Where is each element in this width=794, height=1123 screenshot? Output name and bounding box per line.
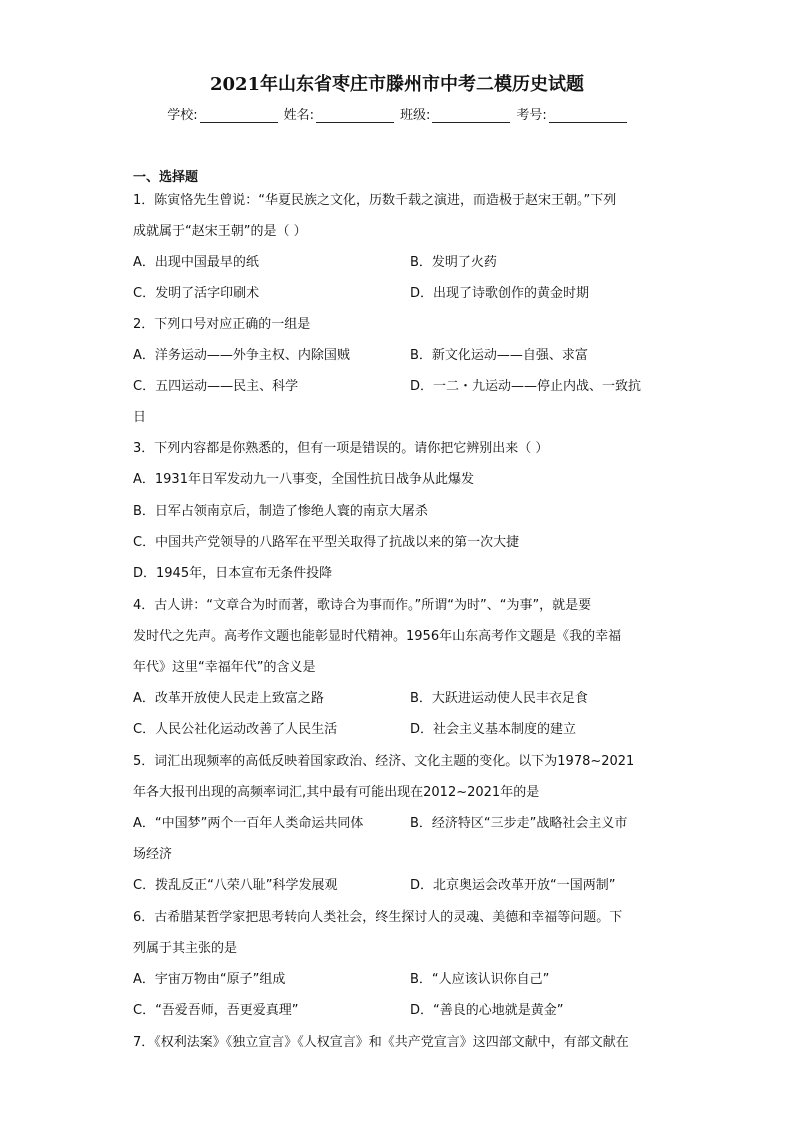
q6-stem-line1: 6．古希腊某哲学家把思考转向人类社会，终生探讨人的灵魂、美德和幸福等问题。下: [133, 910, 623, 925]
q1-option-a[interactable]: A．出现中国最早的纸: [133, 255, 259, 270]
q6-stem-line2: 列属于其主张的是: [133, 941, 238, 956]
q4-stem-line2: 发时代之先声。高考作文题也能彰显时代精神。1956年山东高考作文题是《我的幸福: [133, 629, 622, 644]
q2-option-c[interactable]: C．五四运动——民主、科学: [133, 379, 299, 394]
q5-option-c[interactable]: C．拨乱反正“八荣八耻”科学发展观: [133, 878, 338, 893]
q6-option-a[interactable]: A．宇宙万物由“原子”组成: [133, 972, 286, 987]
exam-no-blank[interactable]: [549, 108, 627, 123]
page-title: 2021年山东省枣庄市滕州市中考二模历史试题: [209, 74, 585, 95]
q3-option-a[interactable]: A．1931年日军发动九一八事变，全国性抗日战争从此爆发: [133, 472, 474, 487]
q2-option-a[interactable]: A．洋务运动——外争主权、内除国贼: [133, 348, 350, 363]
student-info-row: [0, 104, 794, 123]
q4-stem-line3: 年代》这里“幸福年代”的含义是: [133, 660, 316, 675]
class-field[interactable]: [400, 104, 510, 123]
q4-option-b[interactable]: B．大跃进运动使人民丰衣足食: [410, 691, 588, 706]
exam-no-label: 考号:: [516, 108, 547, 123]
q6-option-d[interactable]: D．“善良的心地就是黄金”: [410, 1003, 564, 1018]
name-blank[interactable]: [316, 108, 394, 123]
q4-stem-line1: 4．古人讲：“文章合为时而著，歌诗合为事而作。”所谓“为时”、“为事”，就是要: [133, 598, 592, 613]
class-blank[interactable]: [432, 108, 510, 123]
q1-option-d[interactable]: D．出现了诗歌创作的黄金时期: [410, 286, 590, 301]
class-label: 班级:: [400, 108, 431, 123]
q6-option-c[interactable]: C．“吾爱吾师，吾更爱真理”: [133, 1003, 299, 1018]
q2-option-d-cont: 日: [133, 410, 147, 425]
section-heading: 一、选择题: [133, 170, 199, 185]
q6-option-b[interactable]: B．“人应该认识你自己”: [410, 972, 550, 987]
q3-option-d[interactable]: D．1945年，日本宣布无条件投降: [133, 566, 333, 581]
q5-option-a[interactable]: A．“中国梦”两个一百年人类命运共同体: [133, 816, 364, 831]
q3-option-c[interactable]: C．中国共产党领导的八路军在平型关取得了抗战以来的第一次大捷: [133, 535, 520, 550]
q4-option-a[interactable]: A．改革开放使人民走上致富之路: [133, 691, 324, 706]
school-blank[interactable]: [200, 108, 278, 123]
q5-option-b[interactable]: B．经济特区“三步走”战略社会主义市: [410, 816, 628, 831]
name-field[interactable]: [284, 104, 394, 123]
q5-stem-line1: 5．词汇出现频率的高低反映着国家政治、经济、文化主题的变化。以下为1978~2021: [133, 754, 635, 769]
q5-stem-line2: 年各大报刊出现的高频率词汇,其中最有可能出现在2012~2021年的是: [133, 785, 540, 800]
q4-option-d[interactable]: D．社会主义基本制度的建立: [410, 722, 577, 737]
exam-no-field[interactable]: [516, 104, 626, 123]
school-field[interactable]: [167, 104, 277, 123]
q5-option-b-cont: 场经济: [133, 847, 173, 862]
name-label: 姓名:: [283, 108, 314, 123]
q3-option-b[interactable]: B．日军占领南京后，制造了惨绝人寰的南京大屠杀: [133, 504, 428, 519]
q2-option-d[interactable]: D．一二・九运动——停止内战、一致抗: [410, 379, 642, 394]
q1-stem-line2: 成就属于“赵宋王朝”的是（ ）: [133, 224, 307, 239]
q2-option-b[interactable]: B．新文化运动——自强、求富: [410, 348, 588, 363]
q1-stem-line1: 1．陈寅恪先生曾说：“华夏民族之文化，历数千载之演进，而造极于赵宋王朝。”下列: [133, 193, 617, 208]
school-label: 学校:: [167, 108, 198, 123]
q5-option-d[interactable]: D．北京奥运会改革开放“一国两制”: [410, 878, 616, 893]
q7-stem-line1: 7．《权利法案》《独立宣言》《人权宣言》和《共产党宣言》这四部文献中，有部文献在: [133, 1035, 629, 1050]
q2-stem: 2．下列口号对应正确的一组是: [133, 317, 311, 332]
q1-option-b[interactable]: B．发明了火药: [410, 255, 497, 270]
q3-stem: 3．下列内容都是你熟悉的，但有一项是错误的。请你把它辨别出来（ ）: [133, 441, 549, 456]
q4-option-c[interactable]: C．人民公社化运动改善了人民生活: [133, 722, 338, 737]
q1-option-c[interactable]: C．发明了活字印刷术: [133, 286, 260, 301]
